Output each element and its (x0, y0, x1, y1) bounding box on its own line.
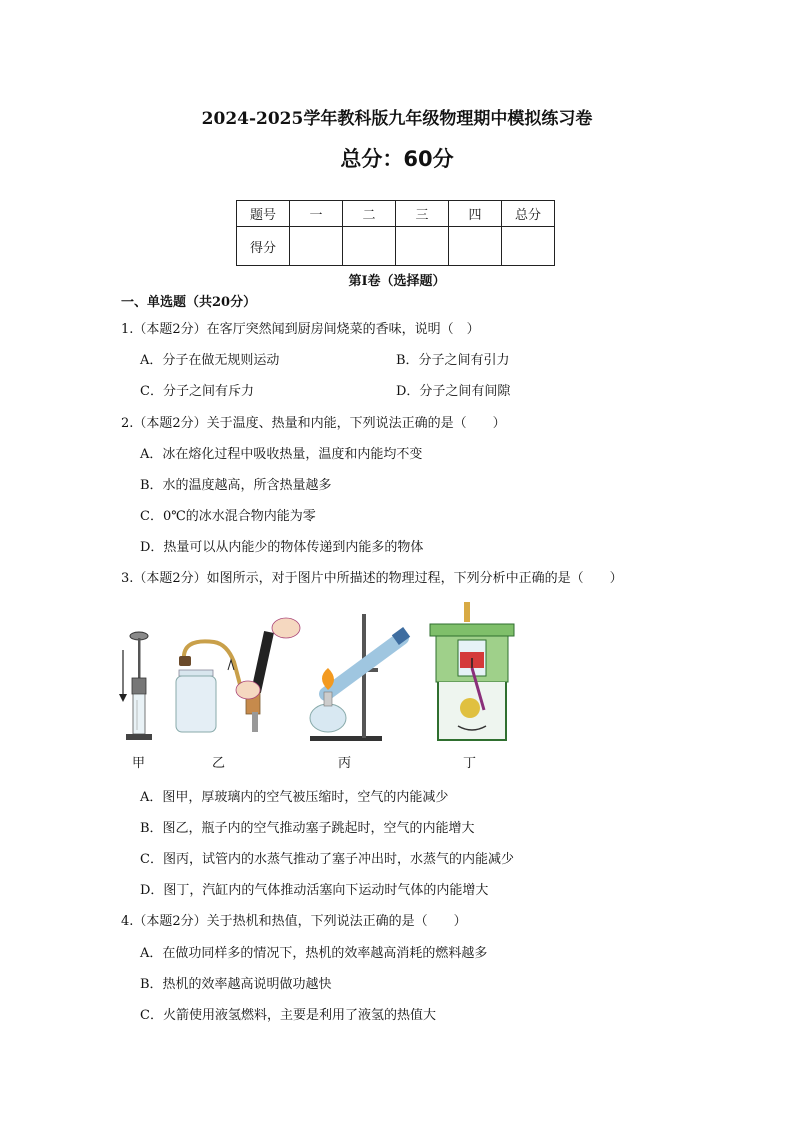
score-input-cell[interactable] (343, 227, 396, 266)
score-input-cell[interactable] (290, 227, 343, 266)
figure-label-ding: 丁 (463, 756, 477, 771)
question-1-stem: 1.（本题2分）在客厅突然闻到厨房间烧菜的香味，说明（ ） (121, 322, 480, 337)
score-header-cell: 三 (396, 201, 449, 227)
question-1-option-a[interactable]: A．分子在做无规则运动 (140, 353, 280, 368)
question-2-option-a[interactable]: A．冰在熔化过程中吸收热量，温度和内能均不变 (140, 447, 423, 462)
score-header-cell: 二 (343, 201, 396, 227)
figure-bing (306, 608, 416, 742)
question-4-stem: 4.（本题2分）关于热机和热值，下列说法正确的是（ ） (121, 914, 467, 929)
score-input-cell[interactable] (502, 227, 555, 266)
question-1-option-b[interactable]: B．分子之间有引力 (396, 353, 510, 368)
question-4-option-a[interactable]: A．在做功同样多的情况下，热机的效率越高消耗的燃料越多 (140, 946, 488, 961)
total-score: 总分：60分 (340, 147, 454, 171)
figure-yi (172, 612, 307, 740)
question-4-option-b[interactable]: B．热机的效率越高说明做功越快 (140, 977, 332, 992)
score-header-cell: 一 (290, 201, 343, 227)
score-header-cell: 四 (449, 201, 502, 227)
question-2-option-d[interactable]: D．热量可以从内能少的物体传递到内能多的物体 (140, 540, 424, 555)
score-input-cell[interactable] (449, 227, 502, 266)
question-1-option-c[interactable]: C．分子之间有斥力 (140, 384, 254, 399)
question-4-option-c[interactable]: C．火箭使用液氢燃料，主要是利用了液氢的热值大 (140, 1008, 436, 1023)
volume-heading: 第Ⅰ卷（选择题） (348, 274, 446, 289)
question-2-stem: 2.（本题2分）关于温度、热量和内能，下列说法正确的是（ ） (121, 416, 506, 431)
figure-label-bing: 丙 (338, 756, 352, 771)
question-3-option-d[interactable]: D．图丁，汽缸内的气体推动活塞向下运动时气体的内能增大 (140, 883, 489, 898)
figure-label-yi: 乙 (212, 756, 226, 771)
score-row-label: 得分 (237, 227, 290, 266)
page-title: 2024-2025学年教科版九年级物理期中模拟练习卷 (201, 109, 593, 129)
score-header-cell: 题号 (237, 201, 290, 227)
figure-ding (424, 600, 520, 748)
figure-label-jia: 甲 (132, 756, 146, 771)
question-1-option-d[interactable]: D．分子之间有间隙 (396, 384, 511, 399)
score-header-cell: 总分 (502, 201, 555, 227)
question-3-option-c[interactable]: C．图丙，试管内的水蒸气推动了塞子冲出时，水蒸气的内能减少 (140, 852, 514, 867)
question-3-stem: 3.（本题2分）如图所示，对于图片中所描述的物理过程，下列分析中正确的是（ ） (121, 571, 623, 586)
question-3-option-b[interactable]: B．图乙，瓶子内的空气推动塞子跳起时，空气的内能增大 (140, 821, 475, 836)
section-heading: 一、单选题（共20分） (121, 295, 257, 310)
score-input-cell[interactable] (396, 227, 449, 266)
question-2-option-c[interactable]: C．0℃的冰水混合物内能为零 (140, 509, 316, 524)
figure-jia (118, 630, 158, 748)
score-table (236, 200, 555, 266)
question-3-option-a[interactable]: A．图甲，厚玻璃内的空气被压缩时，空气的内能减少 (140, 790, 449, 805)
question-2-option-b[interactable]: B．水的温度越高，所含热量越多 (140, 478, 332, 493)
